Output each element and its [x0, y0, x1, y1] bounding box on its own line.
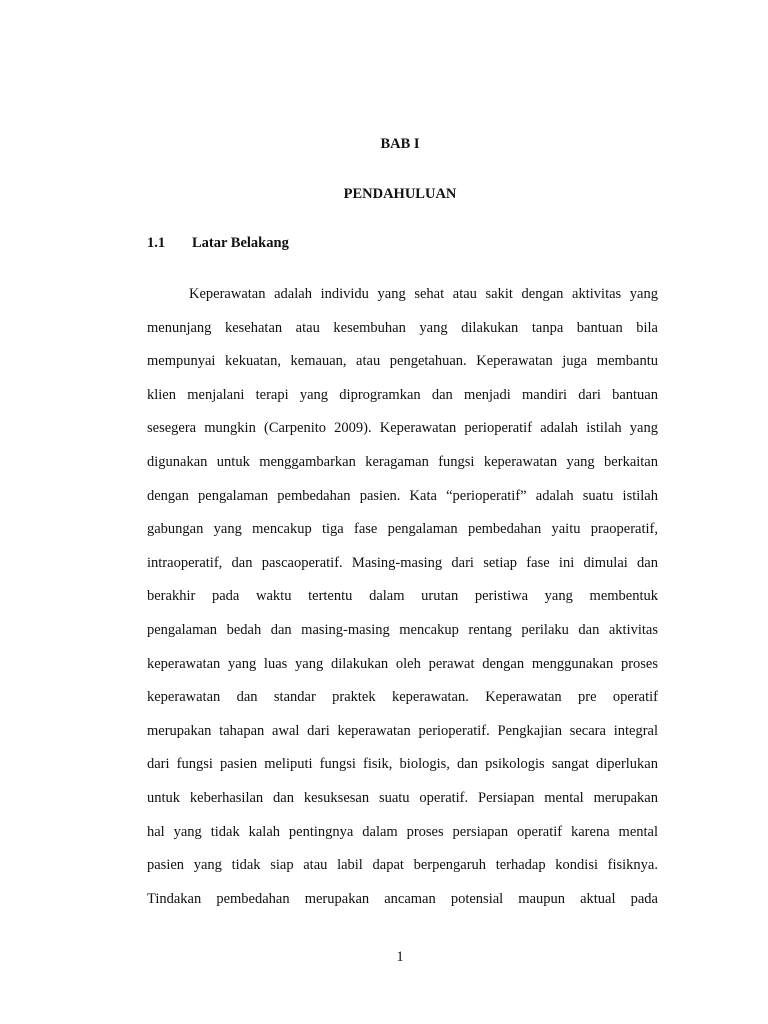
paragraph-line: dari fungsi pasien meliputi fungsi fisik, biologis, dan psikologis sangat diperlukan	[147, 756, 658, 773]
paragraph-line: Keperawatan adalah individu yang sehat atau sakit dengan aktivitas yang	[189, 286, 658, 302]
chapter-title: PENDAHULUAN	[343, 186, 457, 202]
paragraph-line: menunjang kesehatan atau kesembuhan yang dilakukan tanpa bantuan bila	[147, 319, 658, 336]
section-title: Latar Belakang	[192, 235, 289, 251]
paragraph-line: Tindakan pembedahan merupakan ancaman potensial maupun aktual pada	[147, 890, 658, 907]
paragraph-line: merupakan tahapan awal dari keperawatan perioperatif. Pengkajian secara integral	[147, 722, 658, 739]
section-heading	[147, 235, 289, 252]
paragraph-line: keperawatan yang luas yang dilakukan oleh perawat dengan menggunakan proses	[147, 655, 658, 672]
paragraph-line: gabungan yang mencakup tiga fase pengalaman pembedahan yaitu praoperatif,	[147, 521, 658, 538]
section-number: 1.1	[147, 235, 166, 251]
paragraph-line: hal yang tidak kalah pentingnya dalam proses persiapan operatif karena mental	[147, 823, 658, 840]
paragraph-line: pengalaman bedah dan masing-masing mencakup rentang perilaku dan aktivitas	[147, 621, 658, 638]
paragraph-line: berakhir pada waktu tertentu dalam urutan peristiwa yang membentuk	[147, 588, 658, 605]
chapter-label: BAB I	[380, 136, 420, 152]
body-paragraph	[147, 278, 658, 916]
paragraph-line: mempunyai kekuatan, kemauan, atau pengetahuan. Keperawatan juga membantu	[147, 353, 658, 370]
paragraph-line: dengan pengalaman pembedahan pasien. Kata “perioperatif” adalah suatu istilah	[147, 487, 658, 504]
paragraph-line: untuk keberhasilan dan kesuksesan suatu operatif. Persiapan mental merupakan	[147, 789, 658, 806]
paragraph-line: klien menjalani terapi yang diprogramkan dan menjadi mandiri dari bantuan	[147, 386, 658, 403]
paragraph-line: pasien yang tidak siap atau labil dapat berpengaruh terhadap kondisi fisiknya.	[147, 857, 658, 874]
paragraph-line: keperawatan dan standar praktek keperawatan. Keperawatan pre operatif	[147, 689, 658, 706]
paragraph-line: sesegera mungkin (Carpenito 2009). Keperawatan perioperatif adalah istilah yang	[147, 420, 658, 437]
page-number: 1	[396, 949, 404, 965]
paragraph-line: intraoperatif, dan pascaoperatif. Masing-masing dari setiap fase ini dimulai dan	[147, 554, 658, 571]
paragraph-line: digunakan untuk menggambarkan keragaman fungsi keperawatan yang berkaitan	[147, 453, 658, 470]
